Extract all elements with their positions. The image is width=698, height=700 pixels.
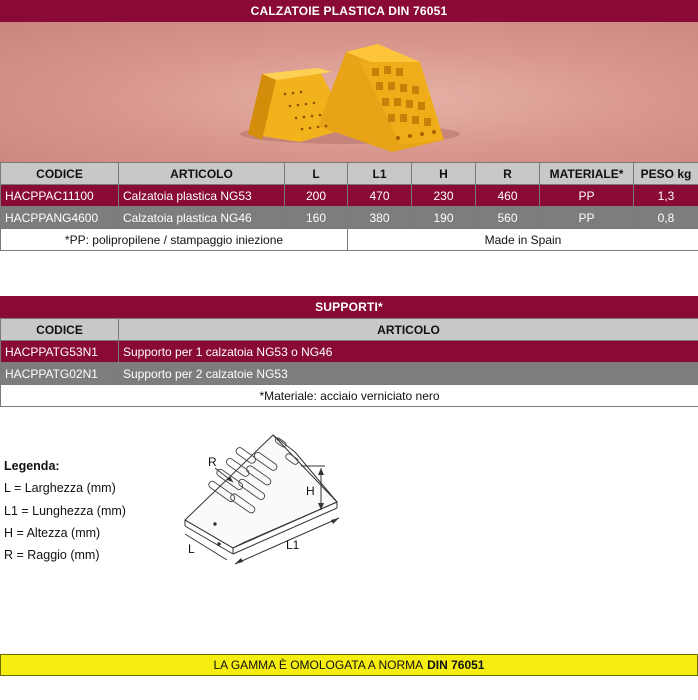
- col-header-articolo: ARTICOLO: [119, 319, 698, 341]
- cell-r: 460: [476, 185, 540, 207]
- legend: [4, 455, 126, 566]
- drawing-label-l1: L1: [286, 538, 300, 552]
- cell-peso: 1,3: [634, 185, 698, 207]
- legend-item: L1 = Lunghezza (mm): [4, 503, 126, 518]
- table-header-row: [1, 163, 698, 185]
- legend-item: R = Raggio (mm): [4, 548, 100, 563]
- origin-note: Made in Spain: [348, 229, 698, 251]
- col-header-materiale: MATERIALE*: [540, 163, 634, 185]
- cell-h: 190: [412, 207, 476, 229]
- cell-l1: 470: [348, 185, 412, 207]
- chocks-table: [0, 162, 698, 251]
- chock-technical-drawing: [175, 430, 345, 570]
- section-title-calzatoie: CALZATOIE PLASTICA DIN 76051: [0, 0, 698, 22]
- table-row: [1, 185, 698, 207]
- legend-item: L = Larghezza (mm): [4, 481, 116, 496]
- homologation-banner: [0, 654, 698, 676]
- cell-articolo: Supporto per 2 calzatoie NG53: [119, 363, 698, 385]
- banner-text: LA GAMMA È OMOLOGATA A NORMA: [213, 658, 424, 672]
- col-header-l: L: [285, 163, 348, 185]
- cell-codice: HACPPAC11100: [1, 185, 119, 207]
- cell-l1: 380: [348, 207, 412, 229]
- col-header-peso: PESO kg: [634, 163, 698, 185]
- drawing-label-h: H: [306, 484, 315, 498]
- cell-materiale: PP: [540, 207, 634, 229]
- cell-h: 230: [412, 185, 476, 207]
- col-header-codice: CODICE: [1, 163, 119, 185]
- legend-title: Legenda:: [4, 459, 60, 473]
- col-header-l1: L1: [348, 163, 412, 185]
- cell-codice: HACPPANG4600: [1, 207, 119, 229]
- table-row: [1, 341, 698, 363]
- drawing-label-l: L: [188, 542, 195, 556]
- cell-articolo: Calzatoia plastica NG46: [119, 207, 285, 229]
- cell-articolo: Calzatoia plastica NG53: [119, 185, 285, 207]
- banner-standard: DIN 76051: [427, 658, 485, 672]
- table-note-row: [1, 385, 698, 407]
- col-header-r: R: [476, 163, 540, 185]
- legend-item: H = Altezza (mm): [4, 525, 101, 540]
- section-title-supporti: SUPPORTI*: [0, 296, 698, 318]
- table-header-row: [1, 319, 698, 341]
- table-row: [1, 207, 698, 229]
- cell-materiale: PP: [540, 185, 634, 207]
- cell-peso: 0,8: [634, 207, 698, 229]
- support-material-note: *Materiale: acciaio verniciato nero: [1, 385, 698, 407]
- cell-l: 160: [285, 207, 348, 229]
- col-header-articolo: ARTICOLO: [119, 163, 285, 185]
- supports-table: [0, 318, 698, 407]
- cell-l: 200: [285, 185, 348, 207]
- col-header-h: H: [412, 163, 476, 185]
- cell-codice: HACPPATG53N1: [1, 341, 119, 363]
- material-note: *PP: polipropilene / stampaggio iniezione: [1, 229, 348, 251]
- drawing-label-r: R: [208, 455, 217, 469]
- wheel-chock-image: [0, 22, 698, 162]
- table-note-row: [1, 229, 698, 251]
- col-header-codice: CODICE: [1, 319, 119, 341]
- cell-codice: HACPPATG02N1: [1, 363, 119, 385]
- cell-r: 560: [476, 207, 540, 229]
- cell-articolo: Supporto per 1 calzatoia NG53 o NG46: [119, 341, 698, 363]
- table-row: [1, 363, 698, 385]
- product-photo: [0, 22, 698, 162]
